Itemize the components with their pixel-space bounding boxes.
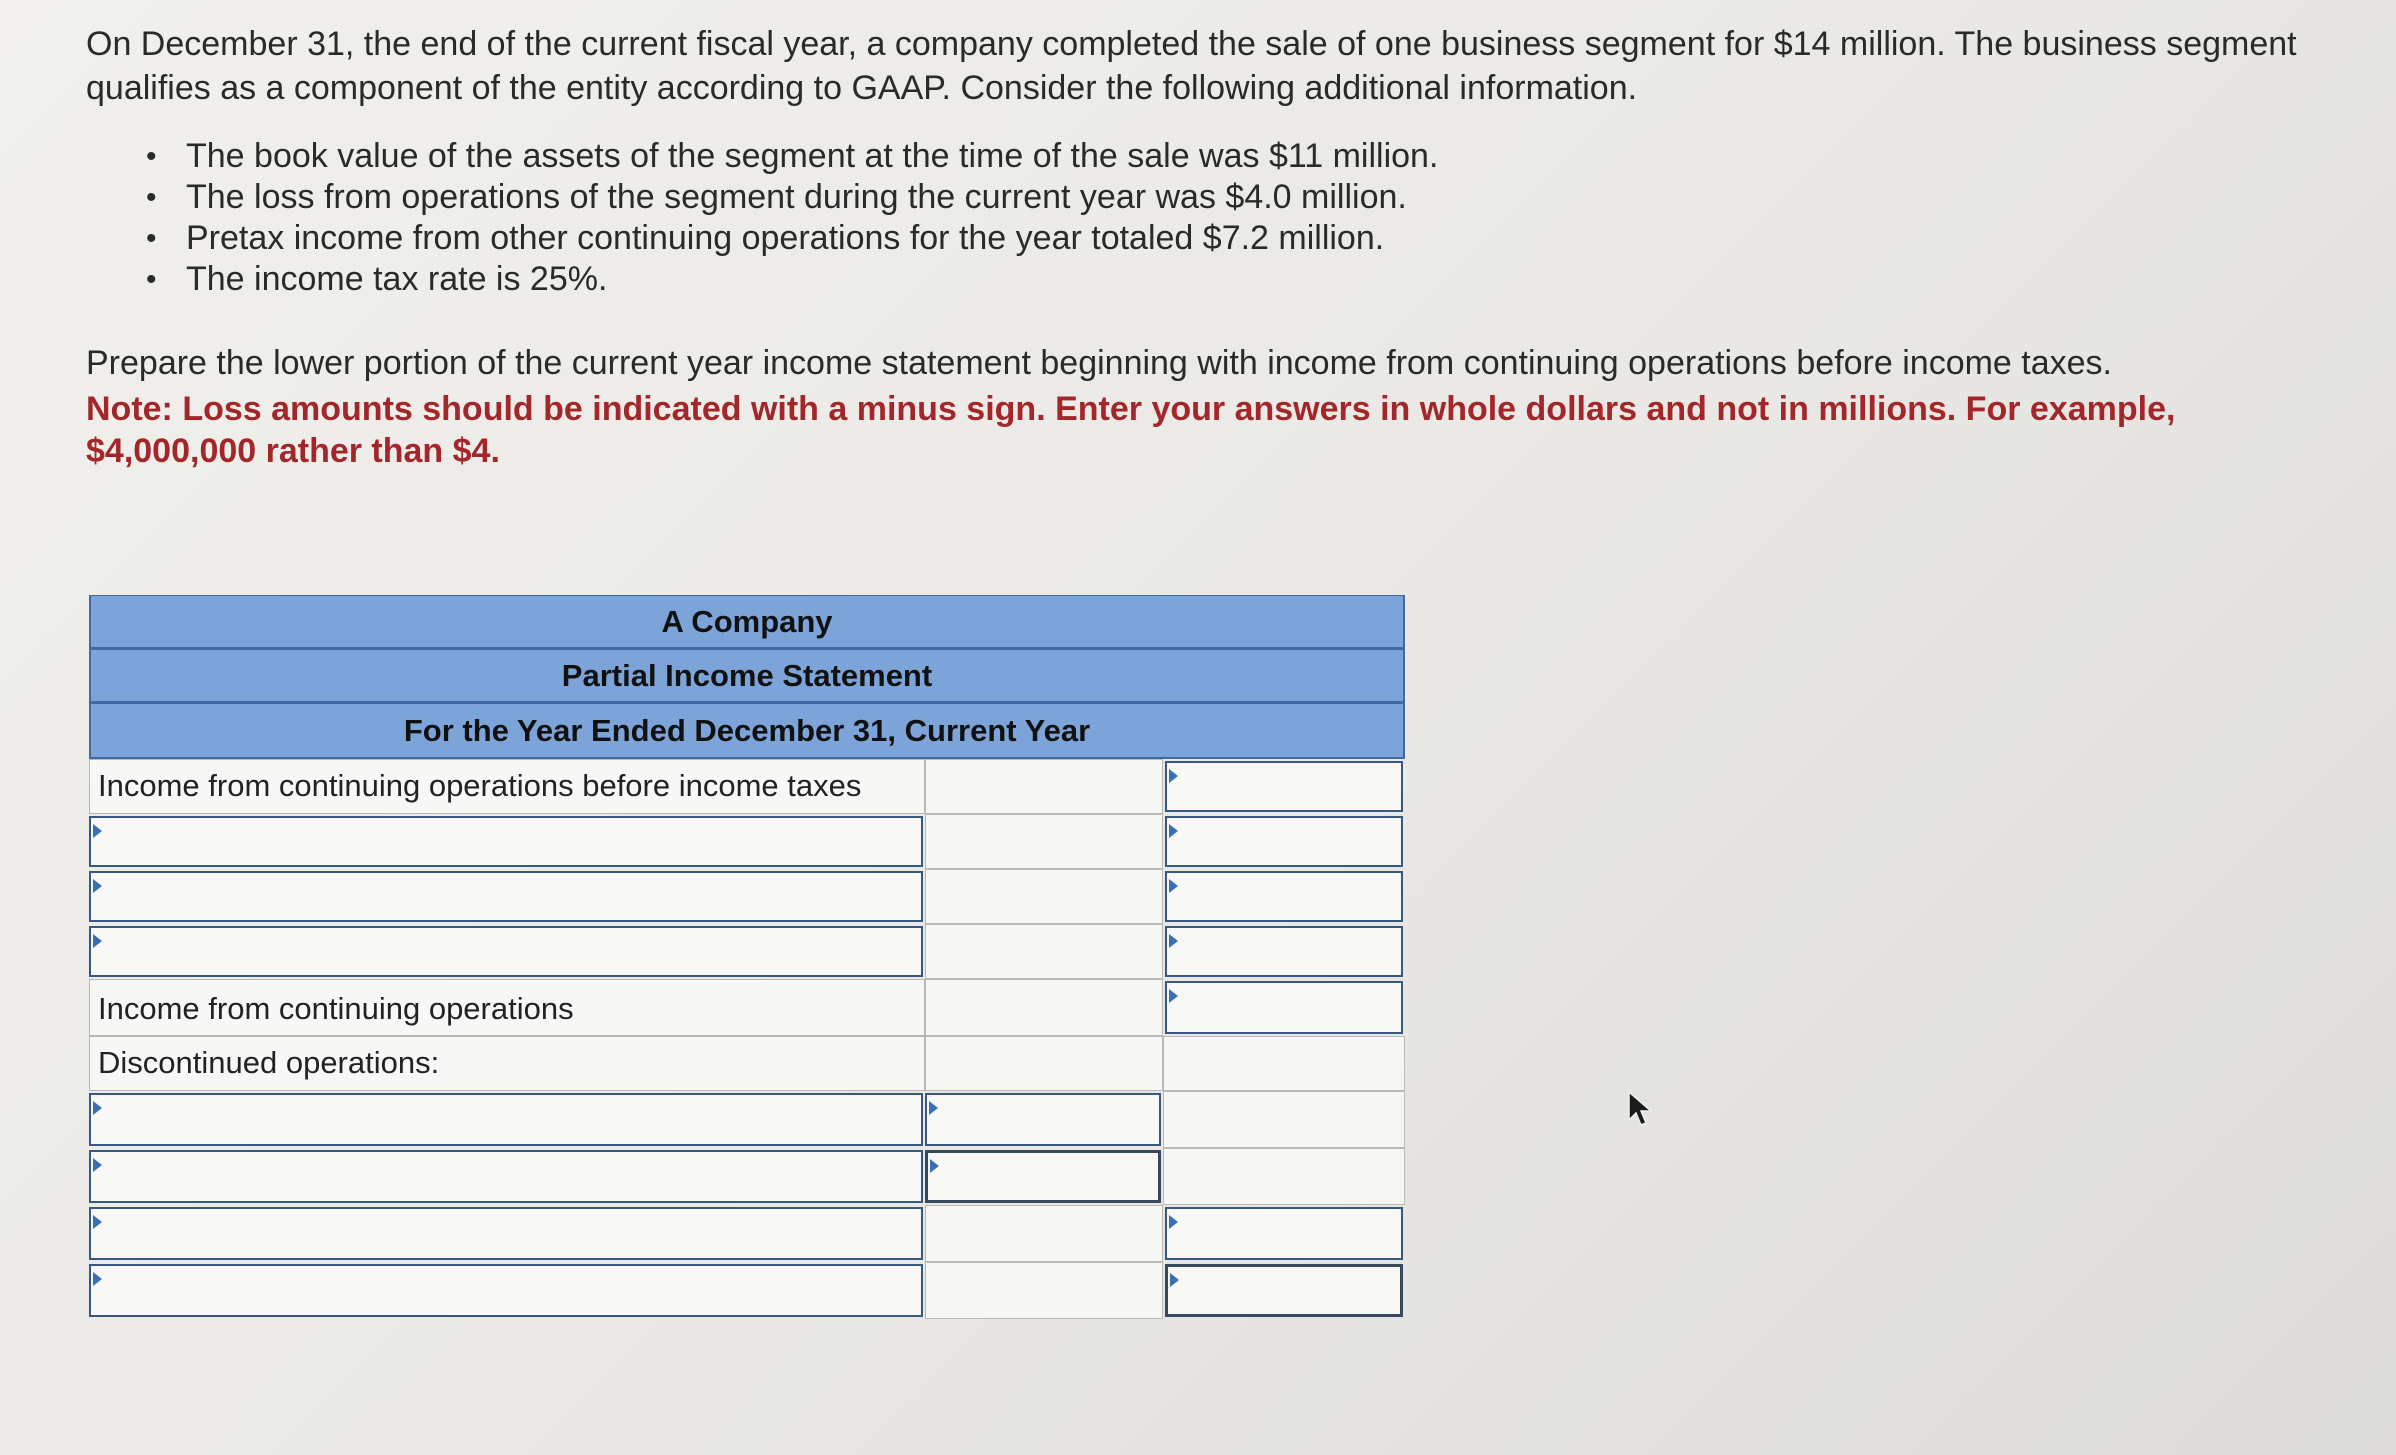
row-label-continuing-before-tax: Income from continuing operations before income taxes	[89, 759, 925, 814]
amount-cell	[925, 924, 1163, 979]
row-label-input[interactable]	[89, 1093, 923, 1146]
row-label-input[interactable]	[89, 1264, 923, 1317]
note-text: Note: Loss amounts should be indicated with a minus sign. Enter your answers in whole dollars and not in millions. For example, $4,000,000 rather than $4.	[86, 390, 2176, 470]
amount-cell	[925, 979, 1163, 1036]
period-header: For the Year Ended December 31, Current Year	[89, 703, 1405, 759]
row-label-input[interactable]	[89, 1207, 923, 1260]
amount-input[interactable]	[1165, 1207, 1403, 1260]
amount-input[interactable]	[1165, 1264, 1403, 1317]
amount-cell	[925, 869, 1163, 924]
fact-item: • Pretax income from other continuing operations for the year totaled $7.2 million.	[146, 218, 2336, 259]
amount-input[interactable]	[1165, 981, 1403, 1034]
company-header: A Company	[89, 595, 1405, 649]
row-label-input[interactable]	[89, 926, 923, 977]
row-label-discontinued-operations: Discontinued operations:	[89, 1036, 925, 1091]
instruction-text: Prepare the lower portion of the current year income statement beginning with income from continuing operations before income taxes.	[86, 344, 2112, 382]
row-label-input[interactable]	[89, 816, 923, 867]
statement-title-header: Partial Income Statement	[89, 649, 1405, 703]
row-label-input[interactable]	[89, 1150, 923, 1203]
amount-cell	[925, 1036, 1163, 1091]
row-label-continuing-operations: Income from continuing operations	[89, 979, 925, 1036]
fact-item: • The income tax rate is 25%.	[146, 259, 2336, 300]
fact-item: • The loss from operations of the segment during the current year was $4.0 million.	[146, 177, 2336, 218]
amount-cell	[925, 1262, 1163, 1319]
amount-input[interactable]	[1165, 816, 1403, 867]
amount-input[interactable]	[925, 1093, 1161, 1146]
amount-input[interactable]	[1165, 761, 1403, 812]
amount-cell	[1163, 1091, 1405, 1148]
amount-cell	[925, 759, 1163, 814]
amount-input[interactable]	[1165, 926, 1403, 977]
problem-intro: On December 31, the end of the current fiscal year, a company completed the sale of one business segment for $14 million. The business segment qualifies as a component of the entity according to GAAP. Consider the following additional information.	[86, 25, 2297, 107]
facts-list	[86, 136, 2336, 300]
amount-input[interactable]	[925, 1150, 1161, 1203]
problem-text	[86, 22, 2336, 472]
amount-cell	[925, 814, 1163, 869]
amount-input[interactable]	[1165, 871, 1403, 922]
mouse-cursor-icon	[1626, 1090, 1656, 1130]
fact-item: • The book value of the assets of the segment at the time of the sale was $11 million.	[146, 136, 2336, 177]
amount-cell	[1163, 1036, 1405, 1091]
amount-cell	[1163, 1148, 1405, 1205]
income-statement-table	[89, 595, 1405, 1317]
row-label-input[interactable]	[89, 871, 923, 922]
amount-cell	[925, 1205, 1163, 1262]
